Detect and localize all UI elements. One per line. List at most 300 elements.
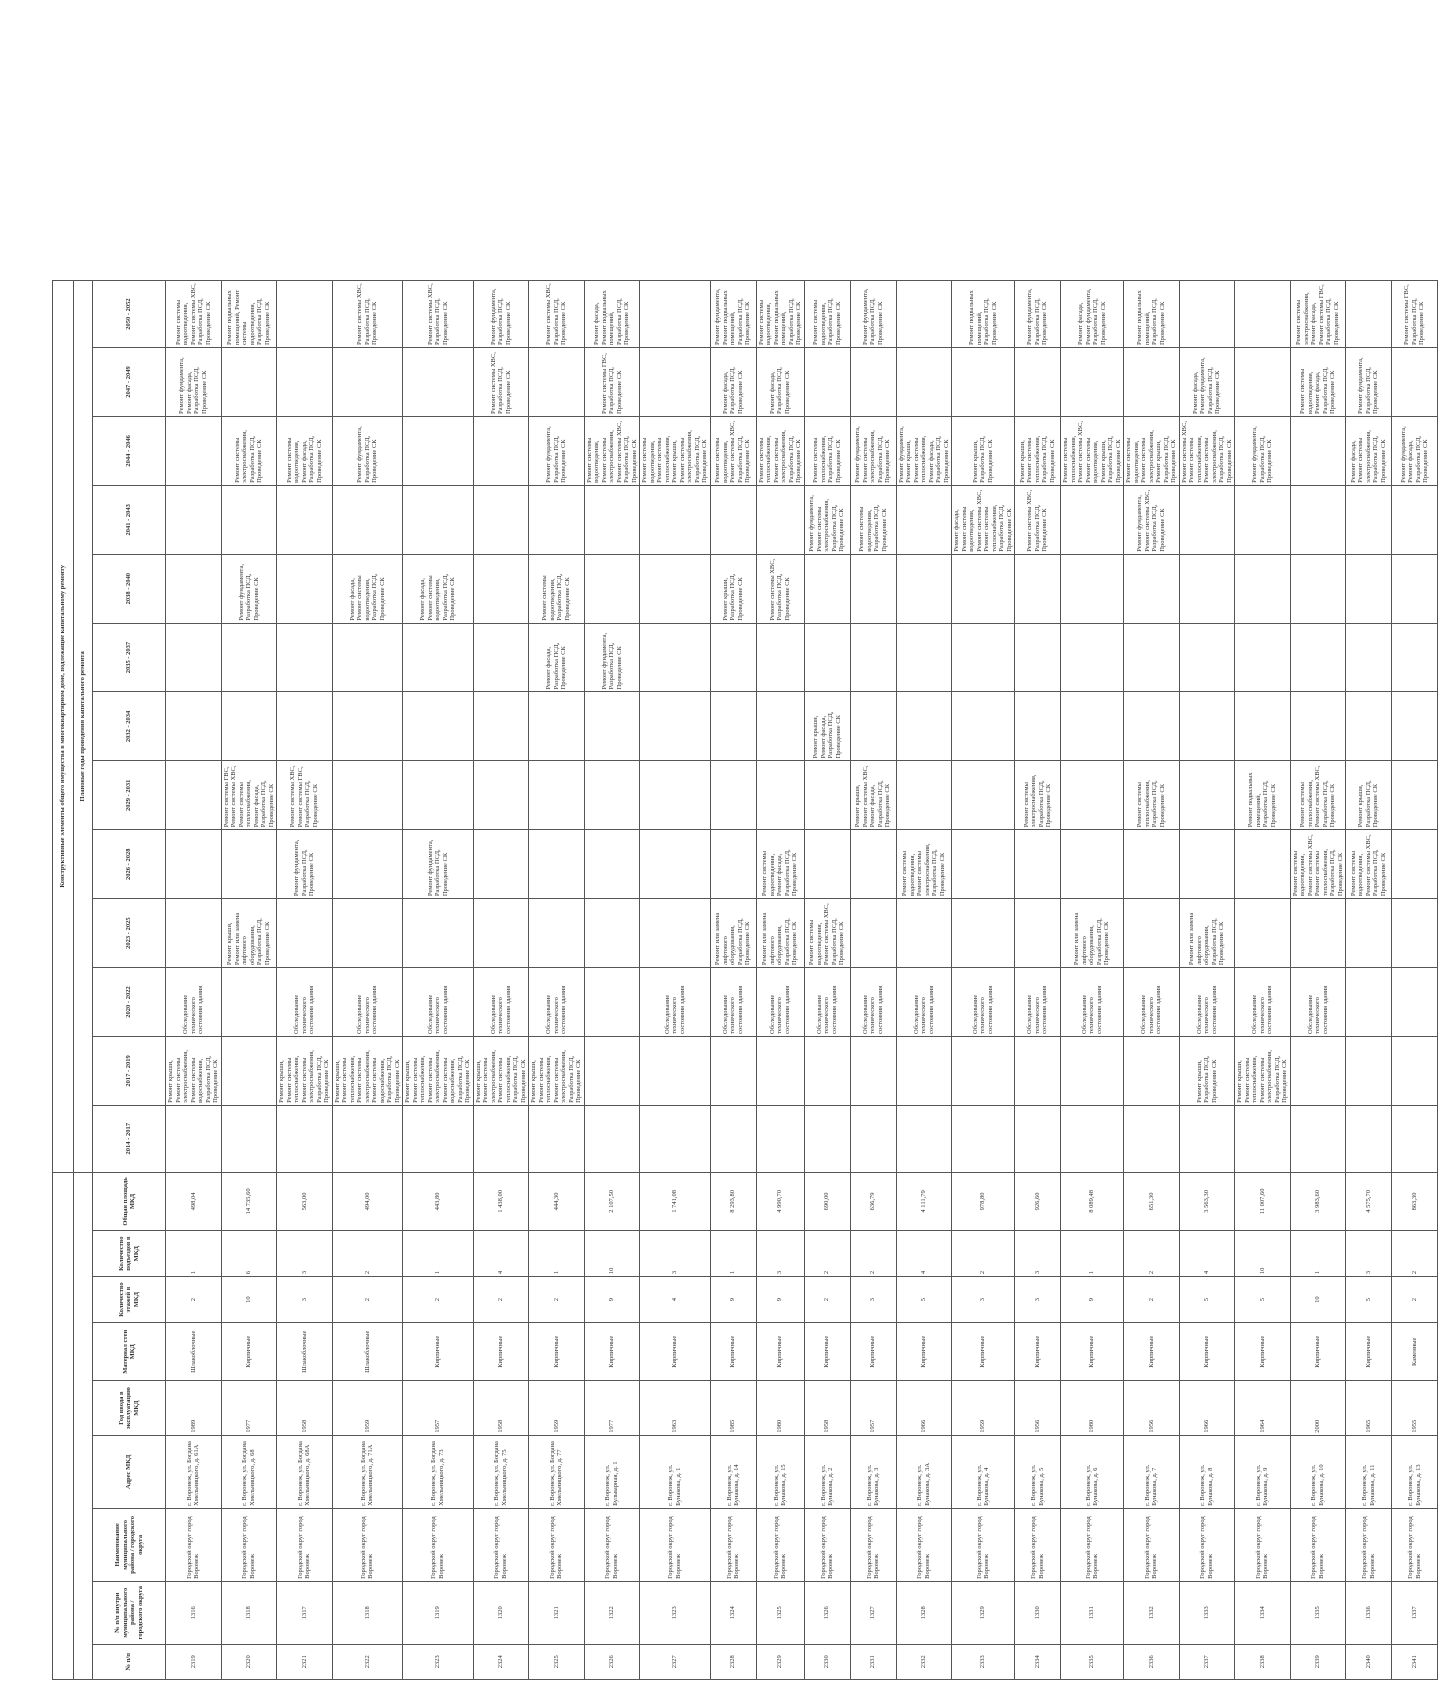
- table-cell: 2331: [850, 1644, 896, 1679]
- table-cell: Ремонт фундамента, Ремонт системы электроснабжения, Разработка ПСД, Проведение СК: [850, 416, 896, 485]
- table-cell: [1015, 692, 1061, 761]
- table-cell: [403, 623, 474, 692]
- table-cell: 3: [640, 1231, 711, 1277]
- table-cell: [1061, 1105, 1124, 1172]
- table-cell: 9: [710, 1277, 756, 1323]
- table-cell: Городской округ город Воронеж: [1015, 1508, 1061, 1581]
- table-cell: Ремонт крыши, Разработка ПСД, Проведение СК: [710, 554, 756, 623]
- table-row: [473, 281, 529, 1680]
- table-cell: 1323: [640, 1581, 711, 1644]
- table-cell: г. Воронеж, ул. Бунакова, д. 14: [710, 1435, 756, 1508]
- table-cell: 4 111,79: [896, 1172, 952, 1231]
- table-cell: Ремонт или замена лифтового оборудования, Разработка ПСД, Проведение СК: [756, 899, 804, 968]
- table-cell: 1958: [277, 1381, 333, 1435]
- table-cell: [584, 1105, 640, 1172]
- table-cell: [952, 830, 1015, 899]
- table-cell: 2: [473, 1277, 529, 1323]
- table-cell: Шлакоблочные: [277, 1323, 333, 1381]
- table-cell: г. Воронеж, ул. Богдана Хмельницкого, д. 77: [529, 1435, 585, 1508]
- table-cell: [640, 281, 711, 348]
- table-cell: Кирпичные: [1290, 1323, 1346, 1381]
- table-cell: Городской округ город Воронеж: [1061, 1508, 1124, 1581]
- table-cell: 926,60: [1015, 1172, 1061, 1231]
- table-cell: [166, 692, 222, 761]
- table-cell: [952, 1036, 1015, 1105]
- table-row: [850, 281, 896, 1680]
- table-cell: [850, 899, 896, 968]
- table-cell: 1321: [529, 1581, 585, 1644]
- table-cell: [277, 692, 333, 761]
- table-cell: [1235, 623, 1291, 692]
- table-cell: [584, 554, 640, 623]
- table-cell: 5: [896, 1277, 952, 1323]
- table-cell: Обследование технического состояния здания: [850, 968, 896, 1037]
- table-cell: г. Воронеж, ул. Бунакова, д. 3: [850, 1435, 896, 1508]
- table-cell: [1290, 485, 1346, 554]
- column-header: 2032 - 2034: [93, 692, 166, 761]
- table-cell: Кирпичные: [1061, 1323, 1124, 1381]
- table-cell: Ремонт системы водоотведения, Ремонт системы ХВС, Разработка ПСД, Проведение СК: [804, 899, 850, 968]
- table-cell: [756, 485, 804, 554]
- table-cell: 1980: [1061, 1381, 1124, 1435]
- table-cell: Ремонт фасада, Ремонт фундамента, Разработка ПСД, Проведение СК: [1179, 348, 1235, 417]
- table-cell: 444,30: [529, 1172, 585, 1231]
- table-cell: [1235, 281, 1291, 348]
- table-main-heading: Конструктивные элементы общего имущества в многоквартирном доме, подлежащие капитальному ремонту: [53, 281, 74, 1173]
- table-cell: [640, 1036, 711, 1105]
- table-cell: Ремонт крыши, Ремонт системы теплоснабжения, Ремонт системы электроснабжения, Ремонт системы водоснабжения, Разработка ПСД, Проведение СК: [332, 1036, 403, 1105]
- column-header: № п/п: [93, 1644, 166, 1679]
- table-cell: 1957: [403, 1381, 474, 1435]
- table-cell: Ремонт крыши, Разработка ПСД, Проведение СК: [1179, 1036, 1235, 1105]
- table-cell: 1330: [1015, 1581, 1061, 1644]
- table-cell: Ремонт фасада, Разработка ПСД, Проведение СК: [529, 623, 585, 692]
- table-cell: Городской округ город Воронеж: [896, 1508, 952, 1581]
- table-cell: [896, 348, 952, 417]
- table-cell: [332, 623, 403, 692]
- table-cell: [1179, 1105, 1235, 1172]
- table-cell: [756, 1105, 804, 1172]
- table-cell: 2000: [1290, 1381, 1346, 1435]
- table-cell: [952, 1105, 1015, 1172]
- table-cell: [1015, 623, 1061, 692]
- table-cell: 1325: [756, 1581, 804, 1644]
- table-cell: Ремонт фасада, Ремонт системы водоотведения, Разработка ПСД, Проведение СК: [403, 554, 474, 623]
- table-cell: Обследование технического состояния здания: [1061, 968, 1124, 1037]
- table-cell: [850, 830, 896, 899]
- table-cell: [332, 1105, 403, 1172]
- table-cell: 3: [952, 1277, 1015, 1323]
- column-header: 2026 - 2028: [93, 830, 166, 899]
- column-header: Количество этажей в МКД: [93, 1277, 166, 1323]
- table-cell: 1956: [1124, 1381, 1180, 1435]
- table-cell: 5: [1346, 1277, 1392, 1323]
- table-cell: 863,30: [1392, 1172, 1438, 1231]
- table-cell: [166, 761, 222, 830]
- table-cell: [277, 485, 333, 554]
- table-cell: [952, 899, 1015, 968]
- table-cell: Ремонт системы водоотведения, Ремонт системы электроснабжения, Ремонт системы ХВС, Разработка ПСД, Проведение СК: [584, 416, 640, 485]
- table-cell: 4: [640, 1277, 711, 1323]
- table-cell: Обследование технического состояния здания: [896, 968, 952, 1037]
- table-cell: Ремонт системы водоотведения, Ремонт системы ХВС, Разработка ПСД, Проведение СК: [166, 281, 222, 348]
- table-cell: 2: [952, 1231, 1015, 1277]
- table-cell: 1980: [756, 1381, 804, 1435]
- table-cell: [756, 692, 804, 761]
- table-cell: Городской округ город Воронеж: [804, 1508, 850, 1581]
- table-cell: 2: [1392, 1231, 1438, 1277]
- table-cell: Городской округ город Воронеж: [529, 1508, 585, 1581]
- table-cell: [473, 485, 529, 554]
- table-row: [804, 281, 850, 1680]
- table-cell: 1956: [1015, 1381, 1061, 1435]
- table-cell: 10: [221, 1277, 277, 1323]
- table-cell: 2: [332, 1231, 403, 1277]
- table-cell: Ремонт системы водоотведения, Разработка ПСД, Проведение СК: [850, 485, 896, 554]
- table-cell: Ремонт крыши, Ремонт или замена лифтового оборудования, Разработка ПСД, Проведение СК: [221, 899, 277, 968]
- table-cell: 1958: [804, 1381, 850, 1435]
- table-cell: [804, 1036, 850, 1105]
- table-cell: 14 735,60: [221, 1172, 277, 1231]
- table-cell: г. Воронеж, ул. Богдана Хмельницкого, д. 75: [473, 1435, 529, 1508]
- table-cell: [1061, 761, 1124, 830]
- table-cell: г. Воронеж, ул. Богдана Хмельницкого, д. 73: [403, 1435, 474, 1508]
- table-cell: 10: [1235, 1231, 1291, 1277]
- table-cell: [1290, 692, 1346, 761]
- table-cell: Обследование технического состояния здания: [277, 968, 333, 1037]
- table-cell: [756, 1036, 804, 1105]
- table-cell: [1235, 830, 1291, 899]
- table-cell: Городской округ город Воронеж: [952, 1508, 1015, 1581]
- table-cell: Ремонт или замена лифтового оборудования, Разработка ПСД, Проведение СК: [1179, 899, 1235, 968]
- table-cell: [403, 485, 474, 554]
- table-cell: Кирпичные: [640, 1323, 711, 1381]
- table-cell: 443,80: [403, 1172, 474, 1231]
- table-cell: 1324: [710, 1581, 756, 1644]
- table-cell: [1392, 485, 1438, 554]
- table-cell: 2323: [403, 1644, 474, 1679]
- table-cell: [710, 692, 756, 761]
- table-cell: 2341: [1392, 1644, 1438, 1679]
- table-cell: [1235, 692, 1291, 761]
- column-header: № п/п внутри муниципального района / городского округа: [93, 1581, 166, 1644]
- table-cell: Обследование технического состояния здания: [952, 968, 1015, 1037]
- table-cell: [277, 623, 333, 692]
- table-sub-heading: Плановые годы проведения капитального ремонта: [74, 281, 93, 1173]
- table-cell: [1061, 485, 1124, 554]
- table-row: [277, 281, 333, 1680]
- table-cell: г. Воронеж, ул. Бунакова, д. 6: [1061, 1435, 1124, 1508]
- table-cell: 2335: [1061, 1644, 1124, 1679]
- column-header: Год ввода в эксплуатацию МКД: [93, 1381, 166, 1435]
- table-cell: [1346, 281, 1392, 348]
- table-cell: [1061, 554, 1124, 623]
- table-cell: Ремонт крыши, Ремонт системы теплоснабжения, Ремонт системы электроснабжения, Ремонт системы водоснабжения, Разработка ПСД, Проведение СК: [403, 1036, 474, 1105]
- table-cell: Ремонт фундамента, Разработка ПСД, Проведение СК: [221, 554, 277, 623]
- table-cell: 2330: [804, 1644, 850, 1679]
- table-cell: Ремонт фундамента, Разработка ПСД, Проведение СК: [1235, 416, 1291, 485]
- table-cell: 1327: [850, 1581, 896, 1644]
- table-cell: Ремонт системы теплоснабжения, Ремонт системы электроснабжения, Разработка ПСД, Проведение СК: [756, 416, 804, 485]
- table-cell: 2: [403, 1277, 474, 1323]
- table-cell: 1963: [640, 1381, 711, 1435]
- table-cell: 1320: [473, 1581, 529, 1644]
- table-cell: [584, 830, 640, 899]
- table-row: [166, 281, 222, 1680]
- table-cell: 1334: [1235, 1581, 1291, 1644]
- table-row: [1061, 281, 1124, 1680]
- table-cell: Ремонт системы водоотведения, Разработка ПСД, Проведение СК: [804, 281, 850, 348]
- table-cell: [1124, 1105, 1180, 1172]
- table-cell: Ремонт крыши, Ремонт фасада, Разработка ПСД, Проведение СК: [804, 692, 850, 761]
- table-cell: Ремонт системы электроснабжения, Разработка ПСД, Проведение СК: [1015, 761, 1061, 830]
- column-header: 2020 - 2022: [93, 968, 166, 1037]
- column-header: 2041 - 2043: [93, 485, 166, 554]
- table-cell: г. Воронеж, ул. Бульварная, д. 1: [584, 1435, 640, 1508]
- table-cell: Городской округ город Воронеж: [221, 1508, 277, 1581]
- table-cell: [166, 416, 222, 485]
- table-cell: 2337: [1179, 1644, 1235, 1679]
- table-cell: [1290, 623, 1346, 692]
- table-cell: [1392, 830, 1438, 899]
- table-row: [584, 281, 640, 1680]
- table-cell: [896, 761, 952, 830]
- table-cell: Обследование технического состояния здания: [1290, 968, 1346, 1037]
- table-cell: Обследование технического состояния здания: [529, 968, 585, 1037]
- table-row: [640, 281, 711, 1680]
- table-cell: Кирпичные: [1346, 1323, 1392, 1381]
- table-cell: Ремонт фасада, Разработка ПСД, Проведение СК: [710, 348, 756, 417]
- table-cell: 4: [473, 1231, 529, 1277]
- table-cell: [850, 1036, 896, 1105]
- table-cell: [529, 348, 585, 417]
- column-header: 2044 - 2046: [93, 416, 166, 485]
- table-cell: [952, 348, 1015, 417]
- table-cell: [584, 761, 640, 830]
- table-row: [1392, 281, 1438, 1680]
- capital-repair-table: [52, 280, 1438, 1680]
- table-cell: 3: [1015, 1231, 1061, 1277]
- table-cell: Ремонт системы водоотведения, Ремонт системы электроснабжения, Ремонт крыши, Разработка ПСД, Проведение СК: [1124, 416, 1180, 485]
- table-cell: Городской округ город Воронеж: [1124, 1508, 1180, 1581]
- table-cell: [804, 1105, 850, 1172]
- table-cell: Ремонт системы водоотведения, Ремонт фасада, Разработка ПСД, Проведение СК: [277, 416, 333, 485]
- table-cell: 11 007,60: [1235, 1172, 1291, 1231]
- table-cell: Ремонт фундамента, Разработка ПСД, Проведение СК: [529, 416, 585, 485]
- table-cell: [166, 899, 222, 968]
- table-cell: Ремонт крыши, Ремонт системы теплоснабжения, Ремонт системы электроснабжения, Разработка ПСД, Проведение СК: [529, 1036, 585, 1105]
- table-cell: г. Воронеж, ул. Бунакова, д. 3А: [896, 1435, 952, 1508]
- column-header: Общая площадь МКД: [93, 1172, 166, 1231]
- table-cell: [710, 1036, 756, 1105]
- table-cell: [529, 1105, 585, 1172]
- table-cell: 9: [1061, 1277, 1124, 1323]
- table-cell: [277, 281, 333, 348]
- table-cell: [1392, 899, 1438, 968]
- table-cell: Ремонт фасада, Ремонт системы водоотведения, Разработка ПСД, Проведение СК: [332, 554, 403, 623]
- table-cell: Кирпичные: [584, 1323, 640, 1381]
- table-cell: [1392, 554, 1438, 623]
- table-cell: 3 563,30: [1179, 1172, 1235, 1231]
- table-cell: [403, 416, 474, 485]
- table-cell: [1392, 692, 1438, 761]
- table-row: [952, 281, 1015, 1680]
- table-cell: Городской округ город Воронеж: [1346, 1508, 1392, 1581]
- table-cell: Ремонт системы ХВС, Разработка ПСД, Проведение СК: [332, 281, 403, 348]
- table-cell: 1331: [1061, 1581, 1124, 1644]
- table-cell: Ремонт фасада, Ремонт системы электроснабжения, Разработка ПСД, Проведение СК: [1346, 416, 1392, 485]
- table-cell: [332, 692, 403, 761]
- table-row: [221, 281, 277, 1680]
- table-cell: 1318: [221, 1581, 277, 1644]
- table-cell: Шлакоблочные: [332, 1323, 403, 1381]
- table-cell: Ремонт крыши, Ремонт системы электроснабжения, Ремонт системы теплоснабжения, Разработка ПСД, Проведение СК: [473, 1036, 529, 1105]
- table-cell: Городской округ город Воронеж: [584, 1508, 640, 1581]
- table-cell: [1124, 830, 1180, 899]
- table-cell: Ремонт подвальных помещений, Разработка ПСД, Проведение СК: [1124, 281, 1180, 348]
- table-cell: [1061, 623, 1124, 692]
- table-cell: г. Воронеж, ул. Бунакова, д. 4: [952, 1435, 1015, 1508]
- table-cell: 1957: [850, 1381, 896, 1435]
- table-cell: Городской округ город Воронеж: [1179, 1508, 1235, 1581]
- table-cell: 1959: [952, 1381, 1015, 1435]
- table-cell: 2340: [1346, 1644, 1392, 1679]
- table-cell: 1: [1290, 1231, 1346, 1277]
- table-cell: [804, 761, 850, 830]
- table-cell: [1392, 348, 1438, 417]
- table-cell: [804, 554, 850, 623]
- table-cell: [1290, 899, 1346, 968]
- table-cell: [804, 348, 850, 417]
- table-cell: 6: [221, 1231, 277, 1277]
- table-cell: Ремонт крыши, Ремонт системы теплоснабжения, Ремонт системы электроснабжения, Разработка ПСД, Проведение СК: [277, 1036, 333, 1105]
- table-cell: [1015, 1105, 1061, 1172]
- table-cell: Кирпичные: [403, 1323, 474, 1381]
- table-cell: 1: [529, 1231, 585, 1277]
- table-cell: 2: [804, 1231, 850, 1277]
- table-cell: Ремонт системы ХВС, Разработка ПСД, Проведение СК: [473, 348, 529, 417]
- table-cell: [756, 761, 804, 830]
- table-cell: [1124, 692, 1180, 761]
- table-cell: [332, 830, 403, 899]
- table-cell: 1966: [896, 1381, 952, 1435]
- table-cell: 1332: [1124, 1581, 1180, 1644]
- table-cell: Ремонт крыши, Разработка ПСД, Проведение СК: [952, 416, 1015, 485]
- table-cell: 2: [529, 1277, 585, 1323]
- table-cell: г. Воронеж, ул. Бунакова, д. 10: [1290, 1435, 1346, 1508]
- table-cell: [529, 692, 585, 761]
- table-cell: 1985: [710, 1381, 756, 1435]
- table-cell: г. Воронеж, ул. Бунакова, д. 13: [1392, 1435, 1438, 1508]
- table-row: [756, 281, 804, 1680]
- table-cell: [332, 348, 403, 417]
- table-cell: г. Воронеж, ул. Бунакова, д. 2: [804, 1435, 850, 1508]
- table-cell: [221, 692, 277, 761]
- table-cell: 498,04: [166, 1172, 222, 1231]
- table-cell: [1235, 899, 1291, 968]
- column-header: 2038 - 2040: [93, 554, 166, 623]
- table-row: [529, 281, 585, 1680]
- table-cell: [952, 623, 1015, 692]
- table-cell: 4: [1179, 1231, 1235, 1277]
- table-cell: [473, 416, 529, 485]
- table-cell: [640, 1105, 711, 1172]
- table-cell: [850, 554, 896, 623]
- table-cell: 651,30: [1124, 1172, 1180, 1231]
- table-cell: г. Воронеж, ул. Богдана Хмельницкого, д. 71А: [332, 1435, 403, 1508]
- table-cell: Кирпичные: [850, 1323, 896, 1381]
- table-cell: 636,79: [850, 1172, 896, 1231]
- table-cell: 1316: [166, 1581, 222, 1644]
- table-cell: 3: [277, 1231, 333, 1277]
- table-cell: 1335: [1290, 1581, 1346, 1644]
- table-cell: [1346, 692, 1392, 761]
- table-cell: Кирпичные: [804, 1323, 850, 1381]
- table-cell: [1179, 554, 1235, 623]
- table-cell: Городской округ город Воронеж: [756, 1508, 804, 1581]
- table-cell: Кирпичные: [1179, 1323, 1235, 1381]
- table-cell: 3 983,60: [1290, 1172, 1346, 1231]
- table-cell: [756, 623, 804, 692]
- table-cell: [1235, 554, 1291, 623]
- table-cell: Ремонт системы водоотведения, Ремонт фасада, Разработка ПСД, Проведение СК: [1290, 348, 1346, 417]
- table-cell: 1: [710, 1231, 756, 1277]
- table-cell: Ремонт фасада, Разработка ПСД, Проведение СК: [756, 348, 804, 417]
- table-cell: Ремонт системы теплоснабжения, Ремонт системы ХВС, Разработка ПСД, Проведение СК: [1290, 761, 1346, 830]
- table-cell: [1392, 968, 1438, 1037]
- table-cell: Ремонт системы водоотведения, Ремонт системы ХВС, Разработка ПСД, Проведение СК: [1346, 830, 1392, 899]
- table-cell: 1329: [952, 1581, 1015, 1644]
- column-header: 2023 - 2025: [93, 899, 166, 968]
- table-cell: 1989: [166, 1381, 222, 1435]
- table-cell: г. Воронеж, ул. Бунакова, д. 9: [1235, 1435, 1291, 1508]
- column-header: Материал стен МКД: [93, 1323, 166, 1381]
- table-cell: 5: [1179, 1277, 1235, 1323]
- table-cell: [1392, 761, 1438, 830]
- table-cell: [896, 554, 952, 623]
- table-cell: [1235, 485, 1291, 554]
- table-cell: 978,80: [952, 1172, 1015, 1231]
- table-cell: 1: [403, 1231, 474, 1277]
- table-cell: Ремонт системы водоотведения, Разработка ПСД, Проведение СК: [529, 554, 585, 623]
- table-cell: Каменные: [1392, 1323, 1438, 1381]
- table-cell: [896, 692, 952, 761]
- table-cell: [1346, 485, 1392, 554]
- table-cell: Ремонт подвальных помещений, Разработка ПСД, Проведение СК: [1235, 761, 1291, 830]
- table-cell: 3: [850, 1277, 896, 1323]
- table-cell: [166, 485, 222, 554]
- table-cell: [952, 692, 1015, 761]
- table-cell: Обследование технического состояния здания: [756, 968, 804, 1037]
- table-cell: 4 990,70: [756, 1172, 804, 1231]
- table-cell: [166, 554, 222, 623]
- table-cell: 1333: [1179, 1581, 1235, 1644]
- table-cell: [584, 1036, 640, 1105]
- rotated-table-wrapper: [52, 280, 1429, 1680]
- table-cell: [640, 485, 711, 554]
- table-row: [1124, 281, 1180, 1680]
- table-cell: 1337: [1392, 1581, 1438, 1644]
- table-cell: Кирпичные: [756, 1323, 804, 1381]
- table-cell: Ремонт фундамента, Разработка ПСД, Проведение СК: [277, 830, 333, 899]
- table-cell: [1290, 1105, 1346, 1172]
- table-row: [1346, 281, 1392, 1680]
- table-cell: 2 107,50: [584, 1172, 640, 1231]
- table-cell: [473, 554, 529, 623]
- table-cell: Ремонт фасада, Ремонт системы водоотведения, Ремонт системы ХВС, Ремонт системы теплоснабжения, Разработка ПСД, Проведение СК: [952, 485, 1015, 554]
- table-cell: 5: [1235, 1277, 1291, 1323]
- table-cell: 2326: [584, 1644, 640, 1679]
